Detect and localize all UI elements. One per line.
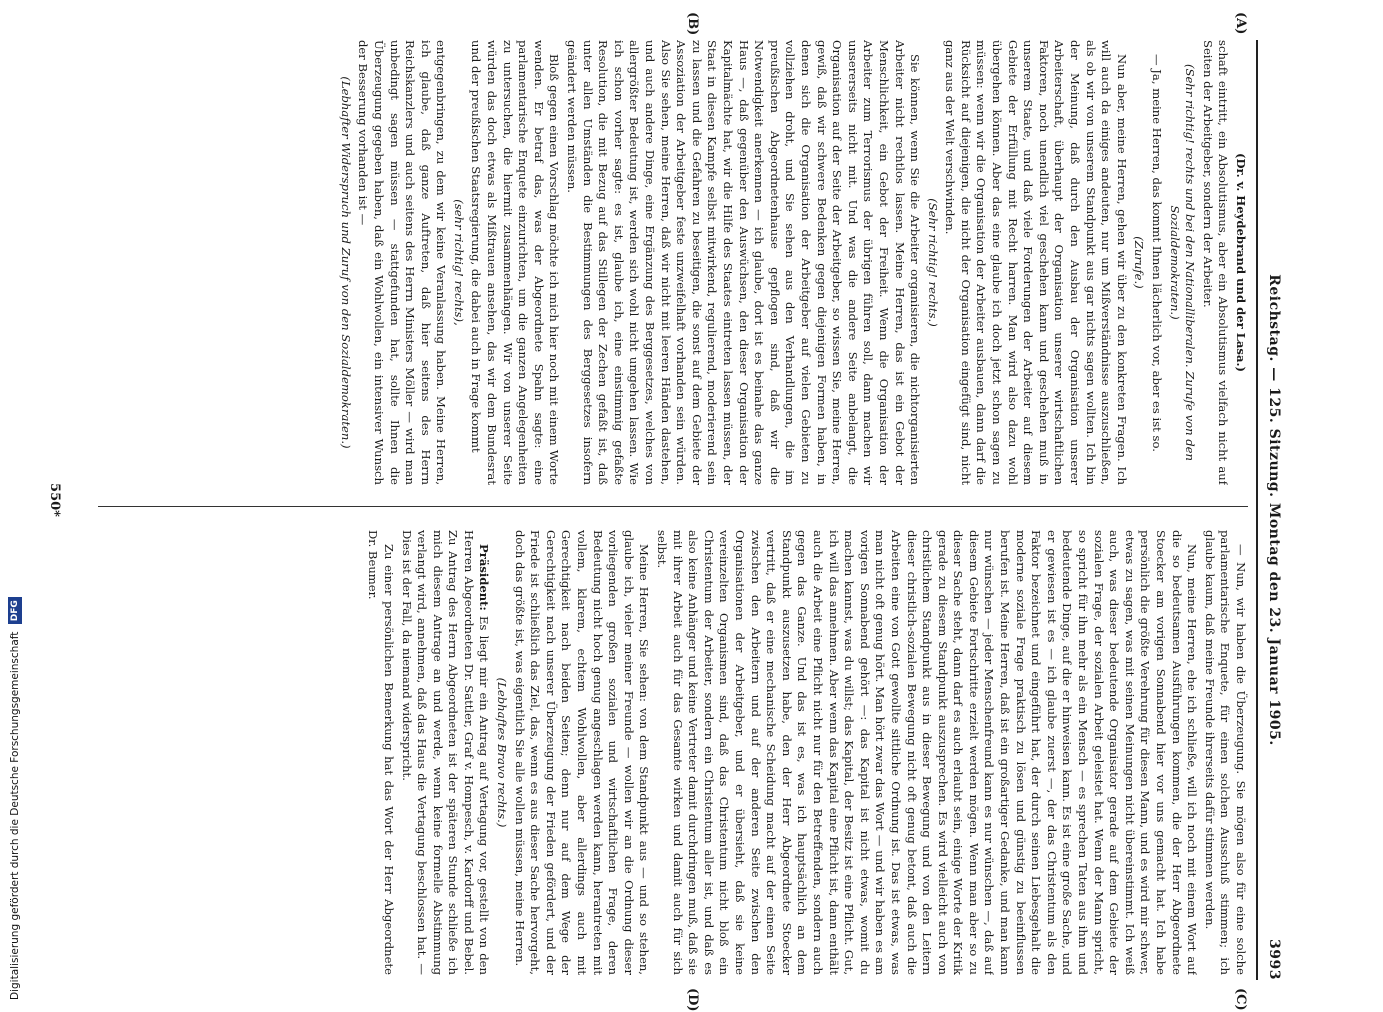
president-label: Präsident: [477, 544, 492, 611]
margin-marker-b: (B) [685, 12, 700, 36]
margin-marker-a: (A) [1233, 12, 1248, 35]
stage-direction: (Sehr richtig! rechts und bei den Nationalliberalen. Zurufe von den Sozialdemokraten.) [1167, 63, 1198, 462]
president-text: Es liegt mir ein Antrag auf Vertagung vor, gestellt von den Herren Abgeordneten Dr. Sattler, Graf v. Hompesch, v. Kardorff und Bebel. Zu Antrag des Herrn Abgeordneten ist der späteren Stunde schließe ich mich diesem Antrage an und werde, wenn keine formelle Abstimmung verlangt wird, annehmen, daß das Haus die Vertagung beschlossen hat. — Dies ist der Fall, da niemand widerspricht. [399, 530, 492, 975]
page-title: Reichstag. — 125. Sitzung. Montag den 23. Januar 1905. [1266, 274, 1282, 746]
column-divider [98, 506, 1248, 507]
right-column [78, 530, 1248, 975]
stage-direction: (Lebhafter Widerspruch und Zuruf von den Sozialdemokraten.) [338, 76, 353, 449]
dfg-logo-icon: DFG [8, 597, 22, 624]
credit-text: Digitalisierung gefördert durch die Deutsche Forschungsgemeinschaft [9, 631, 21, 1000]
paragraph: Nun aber, meine Herren, gehen wir über zu den konkreten Fragen. Ich will auch da einiges andeuten, nur um Mißverständnisse auszuschließen, als ob wir von unserem Standpunkt aus gar nichts sagen wollten. Ich bin der Meinung, daß durch den Ausbau der Organisation unserer Arbeiterschaft, überhaupt der Organisation unserer wirtschaftlichen Faktoren, noch unendlich viel geschehen kann und geschehen muß in unserem Staate, und daß viele Forderungen der Arbeiter auf diesem Gebiete der Erfüllung mit Recht harren. Man wird also dazu wohl übergehen können. Aber das eine glaube ich doch jetzt schon sagen zu müssen: wenn wir die Organisation der Arbeiter ausbauen, dann darf die Rücksicht auf diejenigen, die nicht der Organisation eingefügt sind, nicht ganz aus der Welt verschwinden. [943, 40, 1129, 485]
stage-direction: (Zurufe.) [1132, 236, 1147, 289]
paragraph: entgegenbringen, zu dem wir keine Veranlassung haben. Meine Herren, ich glaube, daß ganze Auftreten, daß hier seitens des Herrn Reichskanzlers und auch seitens des Herrn Ministers Möller — wird man unbedingt sagen müssen — stattgefunden hat, sollte Ihnen die Überzeugung gegeben haben, daß ein Wohlwollen, ein intensiver Wunsch der Besserung vorhanden ist — [356, 40, 449, 485]
stage-direction: (Sehr richtig! rechts.) [925, 198, 940, 327]
header-rule [1256, 40, 1258, 980]
sheet-number: 550* [47, 483, 62, 517]
paragraph: schaft eintritt, ein Absolutismus, aber ein Absolutismus vielfach nicht auf Seiten der Arbeitgeber, sondern der Arbeiter. [1200, 40, 1231, 485]
margin-marker-c: (C) [1233, 988, 1248, 1011]
page-header [1260, 40, 1282, 980]
paragraph: Bloß gegen einen Vorschlag möchte ich mich hier noch mit einem Worte wenden. Er betraf das, was der Abgeordnete Spahn sagte: eine parlamentarische Enquete einzurichten, um die ganzen Angelegenheiten zu untersuchen, die hiermit zusammenhängen. Wir von unserer Seite würden das doch etwas als Mißtrauen ansehen, das wir dem Bundesrat und der preußischen Staatsregierung, die dabei auch in Frage kommt [469, 40, 562, 485]
paragraph: — Ja, meine Herren, das kommt Ihnen lächerlich vor, aber es ist so. [1150, 54, 1165, 452]
margin-marker-d: (D) [685, 988, 700, 1012]
closing-paragraph: Zu einer persönlichen Bemerkung hat das Wort der Herr Abgeordnete Dr. Beumer. [366, 530, 396, 975]
digitization-credit [4, 0, 26, 1000]
page-number: 3993 [1266, 939, 1282, 980]
speaker-line: (Dr. v. Heydebrand und der Lasa.) [1234, 152, 1248, 372]
paragraph: Sie können, wenn Sie die Arbeiter organisieren, die nichtorganisierten Arbeiter nicht rechtlos lassen. Meine Herren, das ist ein Gebot der Menschlichkeit, ein Gebot der Freiheit. Wenn die Organisation der Arbeiter zum Terrorismus der übrigen führen soll, dann machen wir unsererseits nicht mit. Und was die andere Seite anbelangt, die Organisation auf der Seite der Arbeitgeber, so wissen Sie, meine Herren, gewiß, daß wir schwere Bedenken gegen diejenigen Formen haben, in denen sich die Organisation der Arbeitgeber auf vielen Gebieten zu vollziehen droht, und Sie sehen aus den Verhandlungen, die im preußischen Abgeordnetenhause gepflogen sind, daß wir die Notwendigkeit anerkennen — ich glaube, dort ist es beinahe das ganze Haus —, daß gegenüber den Auswüchsen, den dieser Organisation der Kapitalmächte hat, wir die Hilfe des Staates eintreten lassen müssen, der Staat in diesen Kampfe selbst mitwirkend, regulierend, moderierend sein zu lassen und die Gefahren zu beseitigen, die sonst auf dem Gebiete der Assoziation der Arbeitgeber feste unzweifelhaft vorhanden sein würden. Also Sie sehen, meine Herren, daß wir nicht mit leeren Händen dastehen, und auch andere Dinge, eine Ergänzung des Berggesetzes, welches von allergrößter Bedeutung ist, werden sich wohl nicht umgehen lassen. Wie ich schon vorher sagte: es ist, glaube ich, eine einstimmig gefaßte Resolution, die mit Bezug auf das Stillegen der Zechen gefaßt ist, daß unter allen Umständen die Bestimmungen des Berggesetzes insofern geändert werden müssen. [565, 40, 923, 485]
president-paragraph [398, 530, 492, 975]
stage-direction: (Lebhaftes Bravo rechts.) [495, 677, 510, 828]
left-column [78, 40, 1248, 485]
paragraph: Meine Herren, Sie sehen: von dem Standpunkt aus — und so stehen, glaube ich, vieler meiner Freunde — wollen wir an die Ordnung dieser vorliegenden großen sozialen und wirtschaftlichen Frage, deren Bedeutung nicht hoch genug angeschlagen werden kann, herantreten mit vollem, klarem, echtem Wohlwollen, aber allerdings auch mit Gerechtigkeit nach beiden Seiten; denn nur auf dem Wege der Gerechtigkeit nach unserer Überzeugung der Frieden gefördert, und der Friede ist schließlich das Ziel, das, wenn es aus dieser Sache hervorgeht, doch das größte ist, was eigentlich Sie alle wollen müssen, meine Herren. [512, 530, 652, 975]
paragraph: — Nun, wir haben die Überzeugung. Sie mögen also für eine solche parlamentarische Enquete, für einen solchen Ausschuß stimmen; ich glaube kaum, daß meine Freunde ihrerseits dafür stimmen werden. [1202, 530, 1248, 975]
stage-direction: (sehr richtig! rechts), [451, 199, 466, 326]
paragraph: Nun, meine Herren, ehe ich schließe, will ich noch mit einem Wort auf die so bedeutsamen Ausführungen kommen, die der Herr Abgeordnete Stoecker am vorigen Sonnabend hier vor uns gemacht hat. Ich habe persönlich die größte Verehrung für diesen Mann, und es wird mir schwer, etwas zu sagen, was mit seinen Meinungen nicht übereinstimmt. Ich weiß auch, was dieser bedeutende Organisator gerade auf dem Gebiete der sozialen Frage, der sozialen Arbeit geleistet hat. Wenn der Mann spricht, so spricht für ihn mehr als ein Mensch — es sprechen Taten aus ihm und bedeutende Dinge, auf die er hinweisen kann. Es ist eine große Sache, und er gewiesen ist es — ich glaube zuerst —, der das Christentum als den Faktor bezeichnet und eingeführt hat, der durch seinen Liebesgehalt die moderne soziale Frage praktisch zu lösen und günstig zu beeinflussen berufen ist. Meine Herren, daß ist ein großartiger Gedanke, und man kann nur wünschen — jeder Menschenfreund kann es nur wünschen —, daß auf diesem Gebiete Fortschritte erzielt werden mögen. Wenn man aber so zu dieser Sache steht, dann darf es auch erlaubt sein, einige Worte der Kritik gerade zu diesem Standpunkt auszusprechen. Es wird vielleicht auch von christlichem Standpunkt aus in dieser Bewegung und von den Leitern dieser christlich-sozialen Bewegung nicht oft genug betont, daß auch die Arbeiten eine von Gott gewollte sittliche Ordnung ist. Das ist etwas, was man nicht oft genug hört. Man hört zwar das Wort — und wir haben es am vorigen Sonnabend gehört —: das Kapital ist nicht etwas, womit du machen kannst, was du willst; das Kapital, der Besitz ist eine Pflicht. Gut, ich will das annehmen. Aber wenn das Kapital eine Pflicht ist, dann enthält auch die Arbeit eine Pflicht nicht nur für den Betreffenden, sondern auch gegen das Ganze. Und das ist es, was ich hauptsächlich an dem Standpunkt auszusetzen habe, den der Herr Abgeordnete Stoecker vertritt, daß er eine mechanische Scheidung macht auf der einen Seite zwischen den Arbeitern und auf der anderen Seite zwischen den Organisationen der Arbeitgeber, und er übersieht, daß sie keine vereinzelten Organismen sind, daß das Christentum nicht bloß ein Christentum der Arbeiter, sondern ein Christentum aller ist, und daß es also keine Anhänger und keine Vertreter damit durchdringen muß, daß sie mit ihrer Arbeit auch für das Gesamte wirken und damit auch für sich selbst. [655, 530, 1200, 975]
